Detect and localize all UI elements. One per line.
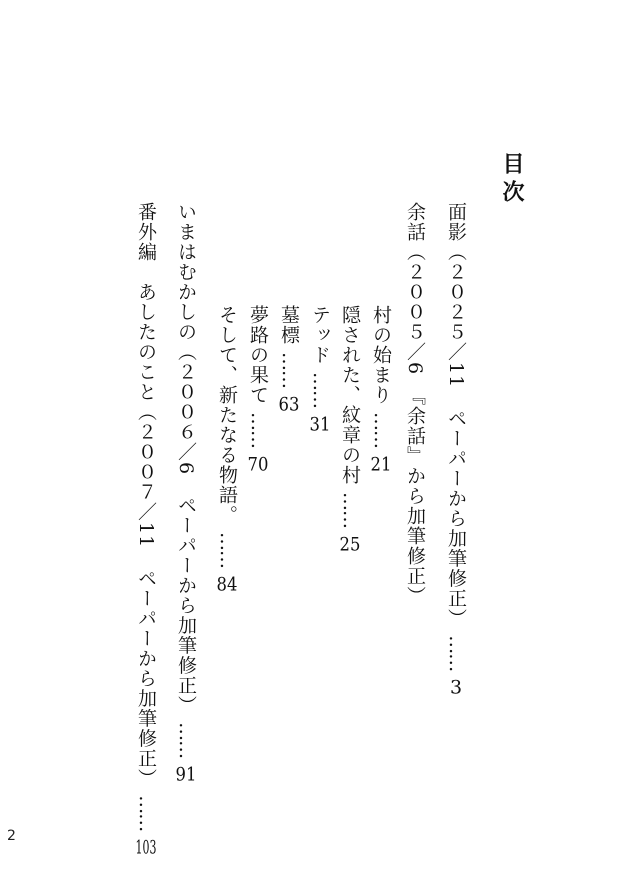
toc-title: 目次 bbox=[499, 152, 524, 208]
toc-page-number: 63 bbox=[278, 395, 300, 415]
toc-leader-dots: …… bbox=[370, 412, 392, 449]
toc-page-number: 3 bbox=[449, 678, 463, 698]
toc-section-yowa[interactable] bbox=[405, 202, 424, 606]
toc-entry-soshite[interactable] bbox=[217, 305, 236, 594]
toc-leader-dots: …… bbox=[175, 722, 197, 759]
toc-entry-mura-no-hajimari[interactable] bbox=[371, 305, 390, 474]
toc-entry-bohyo[interactable] bbox=[279, 305, 298, 414]
toc-entry-title: 夢路の果て bbox=[247, 305, 269, 405]
toc-entry-kakusareta[interactable] bbox=[340, 305, 359, 554]
toc-entry-title: 村の始まり bbox=[370, 305, 392, 405]
toc-leader-dots: …… bbox=[309, 372, 331, 409]
toc-entry-yumeji[interactable] bbox=[248, 305, 267, 474]
toc-entry-title: いまはむかしの（２００６／6 ペーパーから加筆修正） bbox=[175, 202, 197, 716]
toc-entry-ted[interactable] bbox=[310, 305, 329, 434]
toc-entry-title: テッド bbox=[309, 305, 331, 365]
toc-page-number: 84 bbox=[216, 575, 238, 595]
toc-section-title: 余話（２００５／6 『余話』から加筆修正） bbox=[404, 202, 426, 606]
toc-entry-bangaihen[interactable] bbox=[136, 202, 155, 857]
toc-leader-dots: …… bbox=[247, 412, 269, 449]
toc-leader-dots: …… bbox=[278, 352, 300, 389]
toc-leader-dots: …… bbox=[135, 795, 157, 832]
toc-entry-ima-wa-mukashi[interactable] bbox=[176, 202, 195, 784]
toc-entry-title: 面影（２０２５／11 ペーパーから加筆修正） bbox=[445, 202, 467, 629]
page-number: 2 bbox=[7, 828, 16, 844]
toc-page-number: 25 bbox=[339, 535, 361, 555]
toc-page-number: 70 bbox=[247, 455, 269, 475]
toc-page-number: 103 bbox=[135, 838, 157, 858]
toc-page-number: 91 bbox=[175, 765, 197, 785]
toc-entry-title: 番外編 あしたのこと（２００７／11 ペーパーから加筆修正） bbox=[135, 202, 157, 789]
toc-leader-dots: …… bbox=[445, 635, 467, 672]
toc-leader-dots: …… bbox=[339, 492, 361, 529]
toc-page-number: 31 bbox=[309, 415, 331, 435]
toc-page-number: 21 bbox=[370, 455, 392, 475]
toc-entry-omokage[interactable] bbox=[446, 202, 465, 697]
toc-entry-title: そして、新たなる物語。 bbox=[216, 305, 238, 525]
toc-entry-title: 隠された、紋章の村 bbox=[339, 305, 361, 485]
toc-entry-title: 墓標 bbox=[278, 305, 300, 345]
toc-leader-dots: …… bbox=[216, 532, 238, 569]
